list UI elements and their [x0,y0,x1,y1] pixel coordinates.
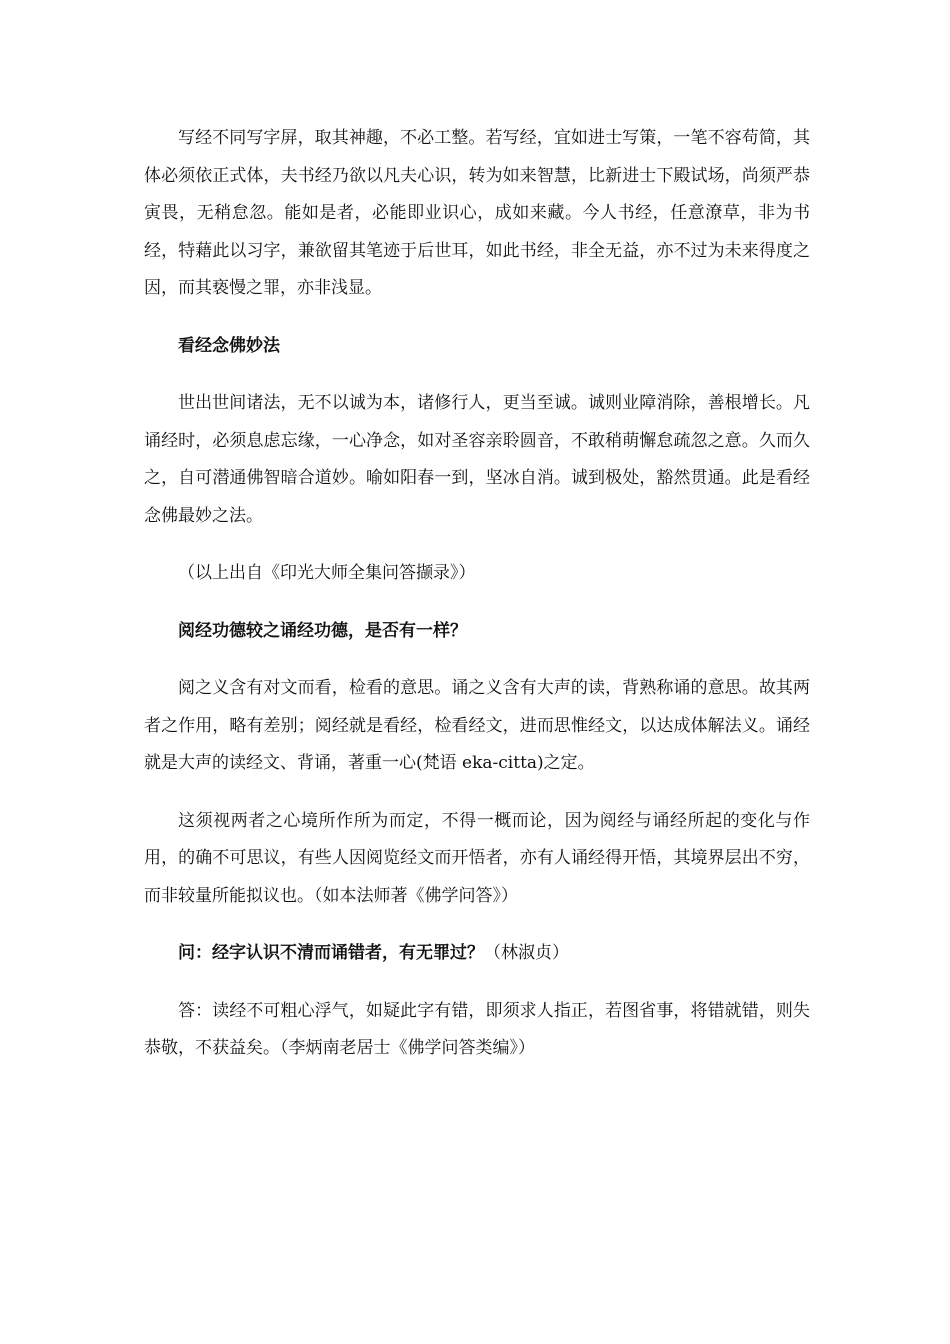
paragraph-mind-state: 这须视两者之心境所作所为而定，不得一概而论，因为阅经与诵经所起的变化与作用，的确不可思议，有些人因阅览经文而开悟者，亦有人诵经得开悟，其境界层出不穷，而非较量所能拟议也。（如本法师著《佛学问答》） [144,810,810,906]
paragraph-sincerity: 世出世间诸法，无不以诚为本，诸修行人，更当至诚。诚则业障消除，善根增长。凡诵经时，必须息虑忘缘，一心净念，如对圣容亲聆圆音，不敢稍萌懈怠疏忽之意。久而久之，自可潜通佛智暗合道妙。喻如阳春一到，坚冰自消。诚到极处，豁然贯通。此是看经念佛最妙之法。 [144,393,810,526]
spacer [144,308,810,328]
question-author: （林淑贞） [484,943,569,963]
question-text: 问：经字认识不清而诵错者，有无罪过？ [178,943,484,963]
spacer [144,783,810,803]
spacer [144,535,810,555]
spacer [144,593,810,613]
paragraph-writing-sutras: 写经不同写字屏，取其神趣，不必工整。若写经，宜如进士写策，一笔不容苟简，其体必须依正式体，夫书经乃欲以凡夫心识，转为如来智慧，比新进士下殿试场，尚须严恭寅畏，无稍怠忽。能如是者，必能即业识心，成如来藏。今人书经，任意潦草，非为书经，特藉此以习字，兼欲留其笔迹于后世耳，如此书经，非全无益，亦不过为未来得度之因，而其亵慢之罪，亦非浅显。 [144,128,810,298]
paragraph-reading-meaning: 阅之义含有对文而看，检看的意思。诵之义含有大声的读，背熟称诵的意思。故其两者之作用，略有差别；阅经就是看经，检看经文，进而思惟经文，以达成体解法义。诵经就是大声的读经文、背诵，著重一心(梵语 eka-citta)之定。 [144,678,810,773]
spacer [144,973,810,993]
heading-reading-vs-reciting: 阅经功德较之诵经功德，是否有一样？ [178,620,467,641]
spacer [144,915,810,935]
spacer [144,650,810,670]
paragraph-answer: 答：读经不可粗心浮气，如疑此字有错，即须求人指正，若图省事，将错就错，则失恭敬，不获益矣。（李炳南老居士《佛学问答类编》） [144,1000,810,1058]
heading-misread-question [144,935,810,973]
source-note-yinguang: （以上出自《印光大师全集问答撷录》） [178,563,476,583]
spacer [144,365,810,385]
heading-reading-method: 看经念佛妙法 [178,335,280,356]
